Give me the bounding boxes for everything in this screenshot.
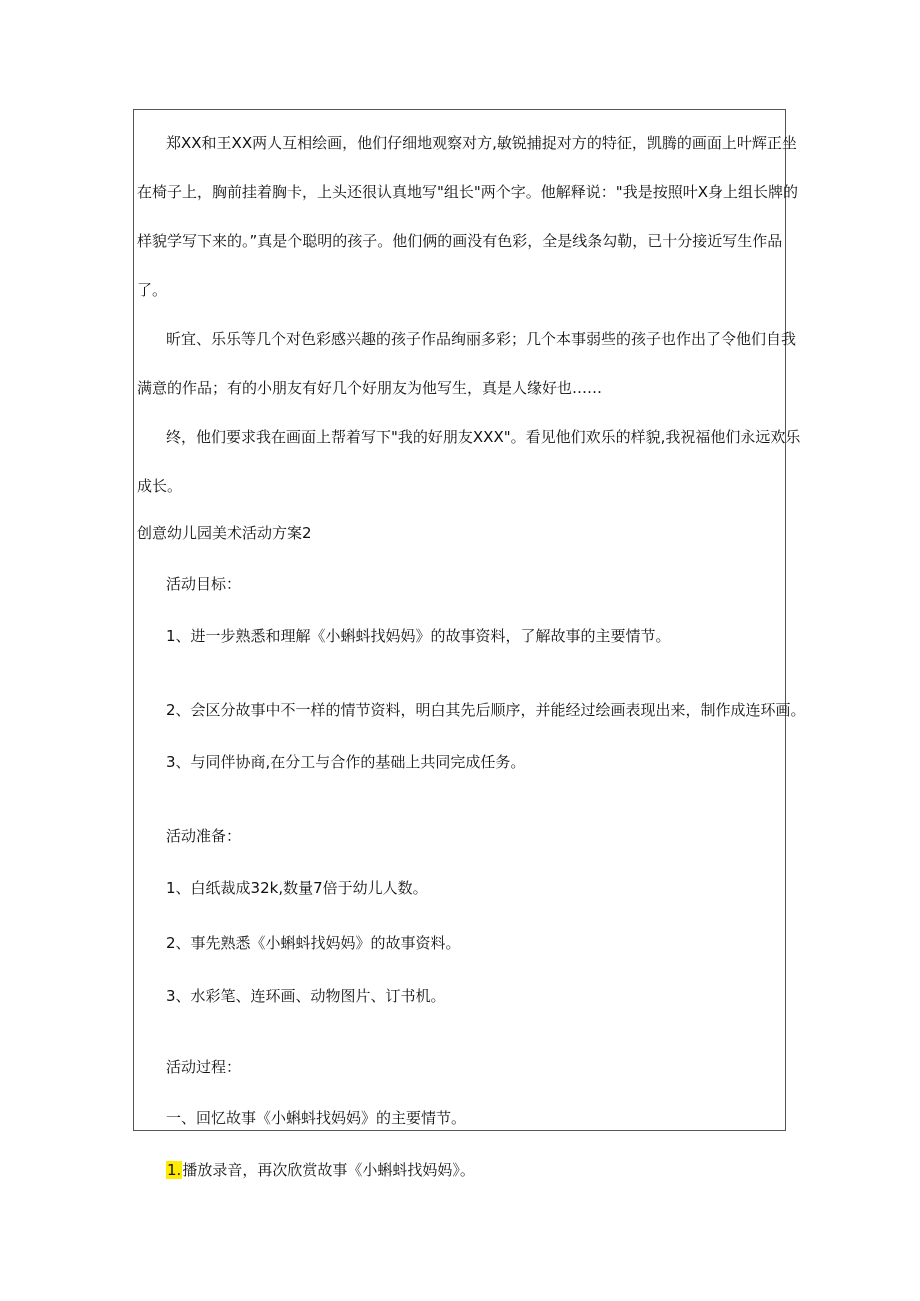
after-box-line [166,1160,475,1180]
paragraph-2-line-1: 昕宜、乐乐等几个对色彩感兴趣的孩子作品绚丽多彩；几个本事弱些的孩子也作出了令他们自我 [166,330,797,348]
section-title: 创意幼儿园美术活动方案2 [137,524,312,542]
prep-heading: 活动准备： [166,827,242,845]
process-heading: 活动过程： [166,1058,242,1076]
paragraph-3-line-2: 成长。 [137,477,183,495]
after-box-text: 播放录音，再次欣赏故事《小蝌蚪找妈妈》。 [182,1161,475,1179]
content-frame [133,109,786,1131]
highlighted-number: 1. [167,1161,182,1179]
process-step-1: 一、回忆故事《小蝌蚪找妈妈》的主要情节。 [166,1109,467,1127]
prep-item: 2、事先熟悉《小蝌蚪找妈妈》的故事资料。 [166,934,461,952]
paragraph-1-line-2: 在椅子上，胸前挂着胸卡，上头还很认真地写"组长"两个字。他解释说："我是按照叶X身上组长牌的 [137,183,798,201]
prep-item: 1、白纸裁成32k,数量7倍于幼儿人数。 [166,879,428,897]
goal-item: 1、进一步熟悉和理解《小蝌蚪找妈妈》的故事资料，了解故事的主要情节。 [166,627,671,645]
paragraph-1-line-3: 样貌学写下来的。”真是个聪明的孩子。他们俩的画没有色彩，全是线条勾勒，已十分接近写生作品 [137,232,783,250]
paragraph-1-line-1: 郑XX和王XX两人互相绘画，他们仔细地观察对方,敏锐捕捉对方的特征，凯腾的画面上叶辉正坐 [166,134,797,152]
goal-item: 3、与同伴协商,在分工与合作的基础上共同完成任务。 [166,753,526,771]
paragraph-1-line-4: 了。 [137,281,168,299]
paragraph-2-line-2: 满意的作品；有的小朋友有好几个好朋友为他写生，真是人缘好也…… [137,379,603,397]
paragraph-3-line-1: 终，他们要求我在画面上帮着写下"我的好朋友XXX"。看见他们欢乐的样貌,我祝福他们永远欢乐 [166,428,801,446]
goal-item: 2、会区分故事中不一样的情节资料，明白其先后顺序，并能经过绘画表现出来，制作成连环画。 [166,701,806,719]
goals-heading: 活动目标： [166,575,242,593]
prep-item: 3、水彩笔、连环画、动物图片、订书机。 [166,987,446,1005]
